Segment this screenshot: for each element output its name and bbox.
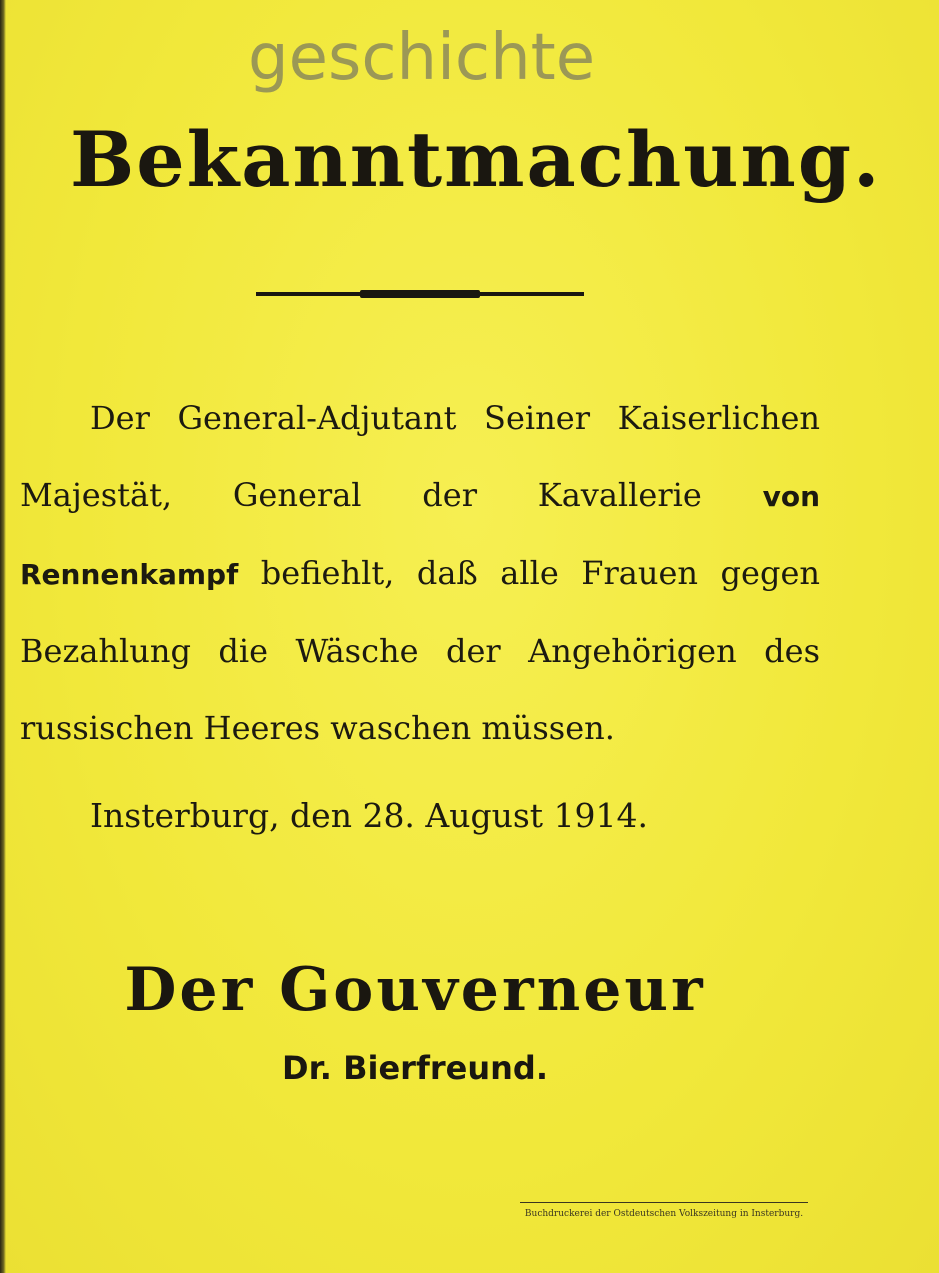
scan-edge <box>0 0 6 1273</box>
body-part-2: befiehlt, daß alle Frauen gegen Bezahlung die Wäsche der Angehörigen des russischen Heeres waschen müssen. <box>20 554 820 747</box>
place-and-date: Insterburg, den 28. August 1914. <box>90 796 649 835</box>
general-name: von Rennenkampf <box>20 480 820 591</box>
signature-title: Der Gouverneur <box>124 955 706 1025</box>
body-part-1: Der General-Adjutant Seiner Kaiserlichen Majestät, General der Kavallerie <box>20 399 820 514</box>
announcement-body <box>20 380 820 767</box>
signature-name: Dr. Bierfreund. <box>282 1049 548 1087</box>
poster-title: Bekanntmachung. <box>70 115 882 204</box>
imprint-rule <box>520 1202 808 1203</box>
divider-rule-center <box>360 290 480 298</box>
printer-imprint: Buchdruckerei der Ostdeutschen Volkszeitung in Insterburg. <box>524 1209 804 1219</box>
watermark: geschichte <box>248 21 596 95</box>
